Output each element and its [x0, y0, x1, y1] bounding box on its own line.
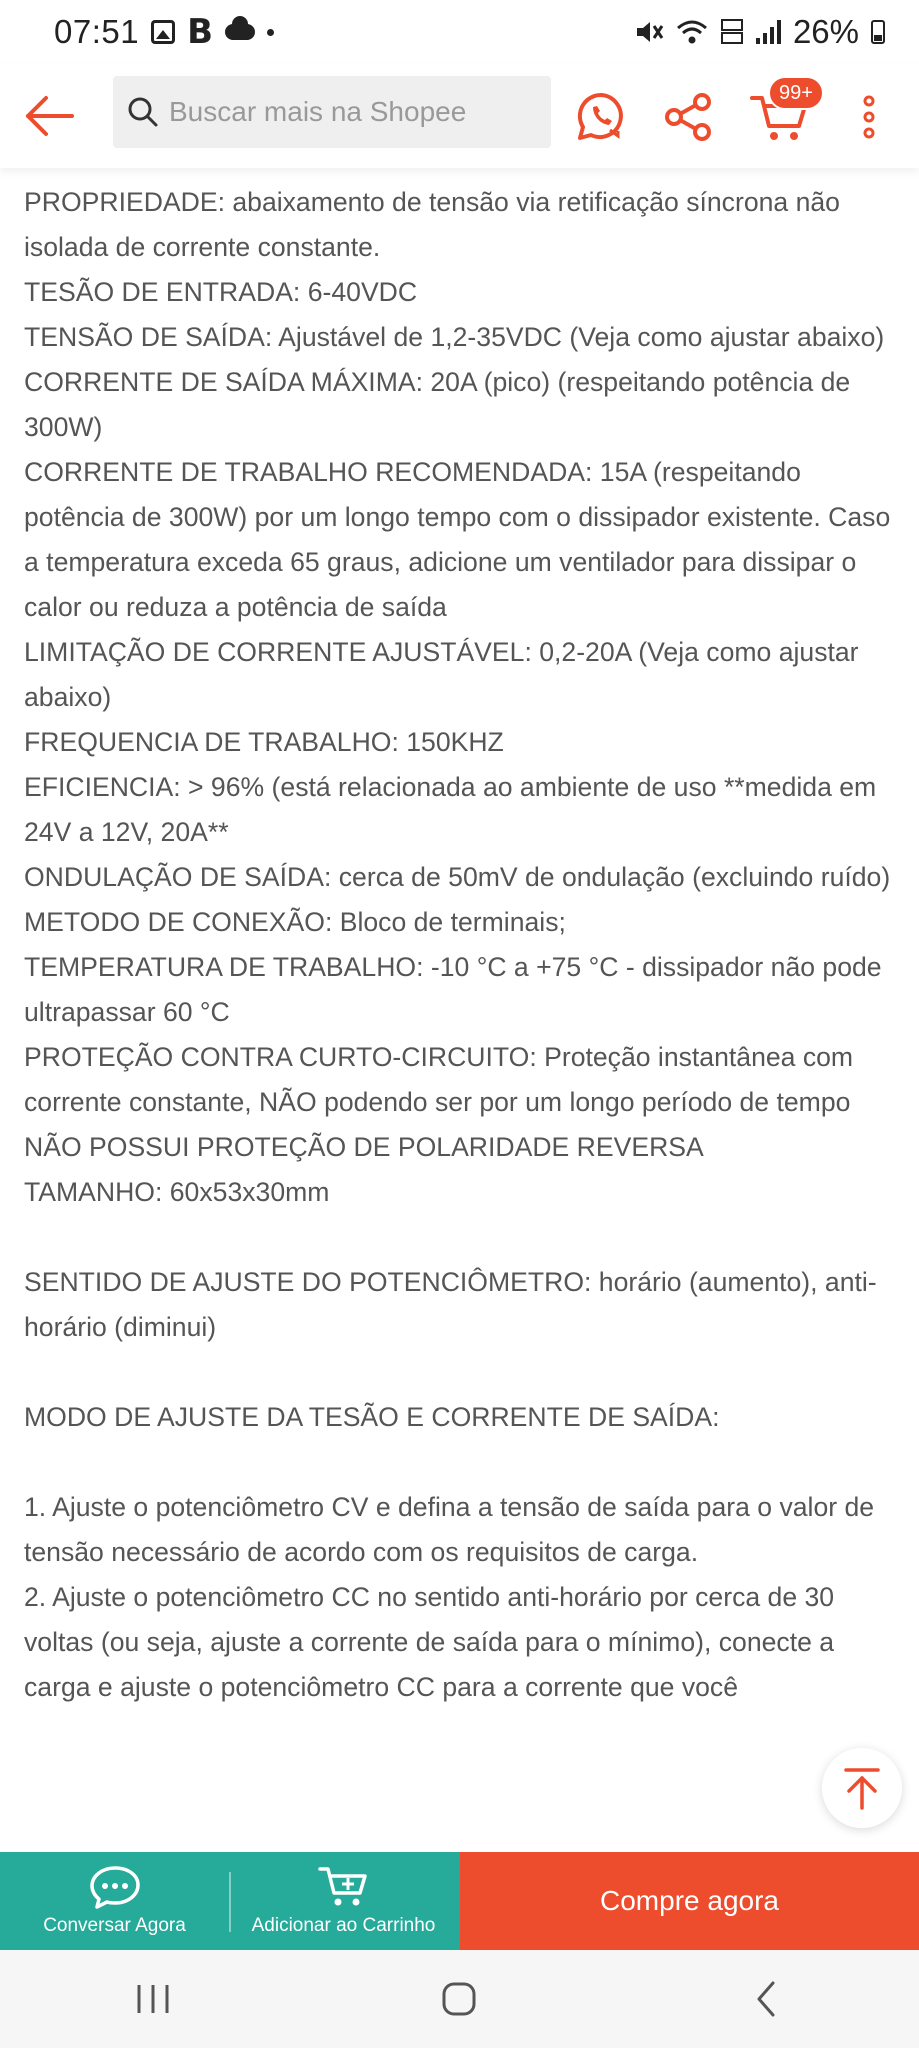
search-input[interactable]: [113, 76, 551, 148]
description-line: EFICIENCIA: > 96% (está relacionada ao ambiente de uso **medida em 24V a 12V, 20A**: [24, 772, 877, 847]
status-time: 07:51: [54, 13, 140, 50]
chat-now-button[interactable]: [0, 1852, 229, 1950]
description-line: ONDULAÇÃO DE SAÍDA: cerca de 50mV de ondulação (excluindo ruído): [24, 862, 891, 892]
home-button[interactable]: [419, 1969, 499, 2029]
description-line: TENSÃO DE SAÍDA: Ajustável de 1,2-35VDC (Veja como ajustar abaixo): [24, 322, 885, 352]
add-cart-icon: [317, 1865, 371, 1909]
status-left: [54, 12, 274, 52]
add-to-cart-button[interactable]: [229, 1852, 458, 1950]
gallery-icon: [151, 20, 175, 44]
notification-dot-icon: [267, 29, 274, 36]
blank-line: [24, 1215, 896, 1260]
add-to-cart-label: Adicionar ao Carrinho: [251, 1915, 436, 1936]
system-nav-bar: [0, 1950, 919, 2048]
back-button[interactable]: [726, 1969, 806, 2029]
description-line: LIMITAÇÃO DE CORRENTE AJUSTÁVEL: 0,2-20A (Veja como ajustar abaixo): [24, 637, 859, 712]
bottom-left-group: [0, 1852, 460, 1950]
recent-apps-button[interactable]: [113, 1969, 193, 2029]
description-line: CORRENTE DE SAÍDA MÁXIMA: 20A (pico) (respeitando potência de 300W): [24, 367, 851, 442]
buy-now-label: Compre agora: [600, 1885, 779, 1916]
chat-bubble-icon: [88, 1865, 142, 1909]
signal-icon: [756, 20, 781, 44]
bottom-divider: [229, 1872, 231, 1932]
home-icon: [439, 1979, 479, 2019]
cloud-icon: [225, 24, 255, 40]
blank-line: [24, 1440, 896, 1485]
back-chevron-icon: [751, 1979, 781, 2019]
wifi-icon: [676, 19, 708, 45]
battery-percent: 26%: [792, 13, 859, 50]
blank-line: [24, 1350, 896, 1395]
mute-icon: [634, 18, 664, 46]
description-line: NÃO POSSUI PROTEÇÃO DE POLARIDADE REVERSA: [24, 1132, 704, 1162]
description-line: 2. Ajuste o potenciômetro CC no sentido anti-horário por cerca de 30 voltas (ou seja, ajuste a corrente de saída para o mínimo), conecte a carga e ajuste o potenciômetro CC para a corrente que você: [24, 1582, 835, 1702]
back-arrow-icon[interactable]: [24, 90, 76, 142]
status-bar: [0, 0, 919, 64]
more-vertical-icon[interactable]: [854, 90, 884, 144]
recent-apps-icon: [133, 1982, 173, 2016]
description-line: TEMPERATURA DE TRABALHO: -10 °C a +75 °C - dissipador não pode ultrapassar 60 °C: [24, 952, 882, 1027]
description-line: 1. Ajuste o potenciômetro CV e defina a tensão de saída para o valor de tensão necessário de acordo com os requisitos de carga.: [24, 1492, 875, 1567]
description-line: MODO DE AJUSTE DA TESÃO E CORRENTE DE SAÍDA:: [24, 1402, 720, 1432]
share-icon[interactable]: [662, 90, 716, 144]
description-line: PROTEÇÃO CONTRA CURTO-CIRCUITO: Proteção instantânea com corrente constante, NÃO podendo ser por um longo período de tempo: [24, 1042, 854, 1117]
buy-now-button[interactable]: [460, 1852, 919, 1950]
description-line: SENTIDO DE AJUSTE DO POTENCIÔMETRO: horário (aumento), anti-horário (diminui): [24, 1267, 877, 1342]
volte-icon: [720, 19, 744, 45]
status-right: [634, 13, 885, 51]
whatsapp-chat-icon[interactable]: [574, 90, 628, 144]
description-line: TAMANHO: 60x53x30mm: [24, 1177, 330, 1207]
chat-now-label: Conversar Agora: [43, 1915, 186, 1936]
search-icon: [127, 96, 159, 128]
battery-icon: [871, 20, 885, 44]
app-header: [0, 64, 919, 168]
b-app-icon: B: [187, 12, 214, 52]
cart-badge: 99+: [768, 76, 824, 110]
description-line: PROPRIEDADE: abaixamento de tensão via retificação síncrona não isolada de corrente constante.: [24, 187, 840, 262]
description-line: METODO DE CONEXÃO: Bloco de terminais;: [24, 907, 566, 937]
arrow-up-icon: [840, 1766, 884, 1810]
description-line: CORRENTE DE TRABALHO RECOMENDADA: 15A (respeitando potência de 300W) por um longo tempo com o dissipador existente. Caso a temperatura exceda 65 graus, adicione um ventilador para dissipar o calor ou reduza a potência de saída: [24, 457, 891, 622]
scroll-to-top-button[interactable]: [822, 1748, 902, 1828]
search-placeholder: Buscar mais na Shopee: [169, 96, 467, 127]
product-description: [24, 180, 896, 1850]
bottom-action-bar: [0, 1852, 919, 1950]
description-line: FREQUENCIA DE TRABALHO: 150KHZ: [24, 727, 504, 757]
description-line: TESÃO DE ENTRADA: 6-40VDC: [24, 277, 418, 307]
